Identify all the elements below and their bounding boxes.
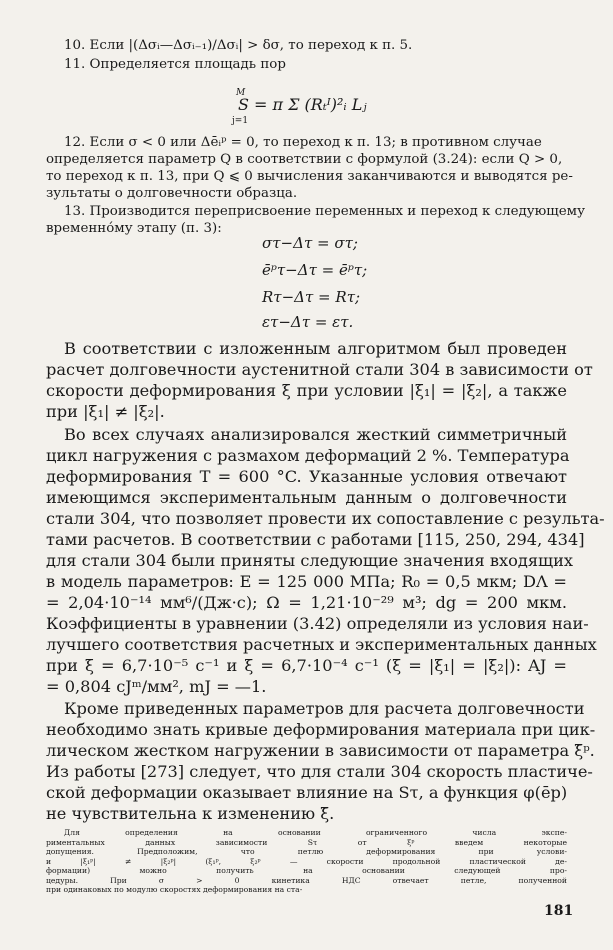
paragraph-line: формации) можно получить на основании следующей про- xyxy=(46,866,567,876)
assignment-plastic-strain: ēᵖτ−Δτ = ēᵖτ; xyxy=(262,261,368,279)
paragraph-line: = 2,04·10⁻¹⁴ мм⁶/(Дж·с); Ω = 1,21·10⁻²⁹ м³; dg = 200 мкм. xyxy=(46,593,567,612)
paragraph-line: в модель параметров: E = 125 000 МПа; R₀ = 0,5 мкм; DΛ = xyxy=(46,572,567,591)
paragraph-line: имеющимся экспериментальным данным о долговечности xyxy=(46,488,567,507)
paragraph-line: стали 304, что позволяет провести их сопоставление с результа- xyxy=(46,509,605,528)
pore-area-equation: S = π Σ (Rₜᴵ)²ᵢ Lⱼ xyxy=(238,95,367,114)
paragraph-line: при |ξ₁| ≠ |ξ₂|. xyxy=(46,402,165,421)
paragraph-line: и |ξ₁ᵖ| ≠ |ξ₂ᵖ| (ξ₁ᵖ, ξ₂ᵖ — скорости продольной пластической де- xyxy=(46,856,567,866)
step-12-line: то переход к п. 13, при Q ⩽ 0 вычисления заканчиваются и выводятся ре- xyxy=(46,169,573,184)
step-12-line: определяется параметр Q в соответствии с формулой (3.24): если Q > 0, xyxy=(46,152,563,167)
paragraph-line: расчет долговечности аустенитной стали 304 в зависимости от xyxy=(46,360,593,379)
step-12-line: зультаты о долговечности образца. xyxy=(46,186,298,201)
paragraph-line: Для определения на основании ограниченного числа экспе- xyxy=(64,828,567,837)
step-12-line: 12. Если σ < 0 или Δēᵢᵖ = 0, то переход к п. 13; в противном случае xyxy=(64,135,542,150)
paragraph-line: для стали 304 были приняты следующие значения входящих xyxy=(46,551,574,570)
paragraph-line: не чувствительна к изменению ξ̄. xyxy=(46,804,335,823)
paragraph-line: необходимо знать кривые деформирования материала при цик- xyxy=(46,720,596,739)
paragraph-line: при одинаковых по модулю скоростях деформирования на ста- xyxy=(46,885,303,895)
paragraph-line: лучшего соответствия расчетных и экспериментальных данных xyxy=(46,635,597,654)
assignment-radius: Rτ−Δτ = Rτ; xyxy=(262,288,361,306)
paragraph-line: допущения. Предположим, что петлю деформирования при услови- xyxy=(46,847,567,857)
step-13-line: 13. Производится переприсвоение переменных и переход к следующему xyxy=(64,204,585,219)
assignment-strain: ετ−Δτ = ετ. xyxy=(262,313,354,331)
paragraph-line: = 0,804 cJᵐ/мм², mJ = —1. xyxy=(46,677,267,696)
paragraph-line: риментальных данных зависимости Sτ от ξ̄ᵖ введем некоторые xyxy=(46,837,567,847)
sum-upper-limit: M xyxy=(236,88,246,98)
assignment-stress: στ−Δτ = στ; xyxy=(262,234,358,252)
paragraph-line: цикл нагружения с размахом деформаций 2 %. Температура xyxy=(46,446,570,465)
paragraph-line: ской деформации оказывает влияние на Sτ, а функция φ(ēp) xyxy=(46,783,568,802)
paragraph-line: скорости деформирования ξ при условии |ξ₁| = |ξ₂|, а также xyxy=(46,381,567,400)
step-10: 10. Если |(Δσᵢ—Δσᵢ₋₁)/Δσᵢ| > δσ, то переход к п. 5. xyxy=(64,38,413,53)
paragraph-line: деформирования T = 600 °C. Указанные условия отвечают xyxy=(46,467,567,486)
paragraph-line: Кроме приведенных параметров для расчета долговечности xyxy=(64,699,585,718)
paragraph-line: В соответствии с изложенным алгоритмом был проведен xyxy=(64,339,567,358)
paragraph-line: Из работы [273] следует, что для стали 304 скорость пластиче- xyxy=(46,762,593,781)
page-number: 181 xyxy=(544,903,574,919)
paragraph-line: Коэффициенты в уравнении (3.42) определяли из условия наи- xyxy=(46,614,589,633)
paragraph-line: при ξ = 6,7·10⁻⁵ с⁻¹ и ξ = 6,7·10⁻⁴ с⁻¹ (ξ = |ξ₁| = |ξ₂|): AJ = xyxy=(46,656,567,675)
paragraph-line: лическом жестком нагружении в зависимости от параметра ξ̄ᵖ. xyxy=(46,741,595,760)
paragraph-line: Во всех случаях анализировался жесткий симметричный xyxy=(64,425,567,444)
step-13-line: временно́му этапу (п. 3): xyxy=(46,221,222,236)
step-11: 11. Определяется площадь пор xyxy=(64,57,286,72)
paragraph-line: цедуры. При σ > 0 кинетика НДС отвечает петле, полученной xyxy=(46,875,567,885)
paragraph-line: тами расчетов. В соответствии с работами [115, 250, 294, 434] xyxy=(46,530,585,549)
sum-lower-limit: j=1 xyxy=(232,116,249,126)
